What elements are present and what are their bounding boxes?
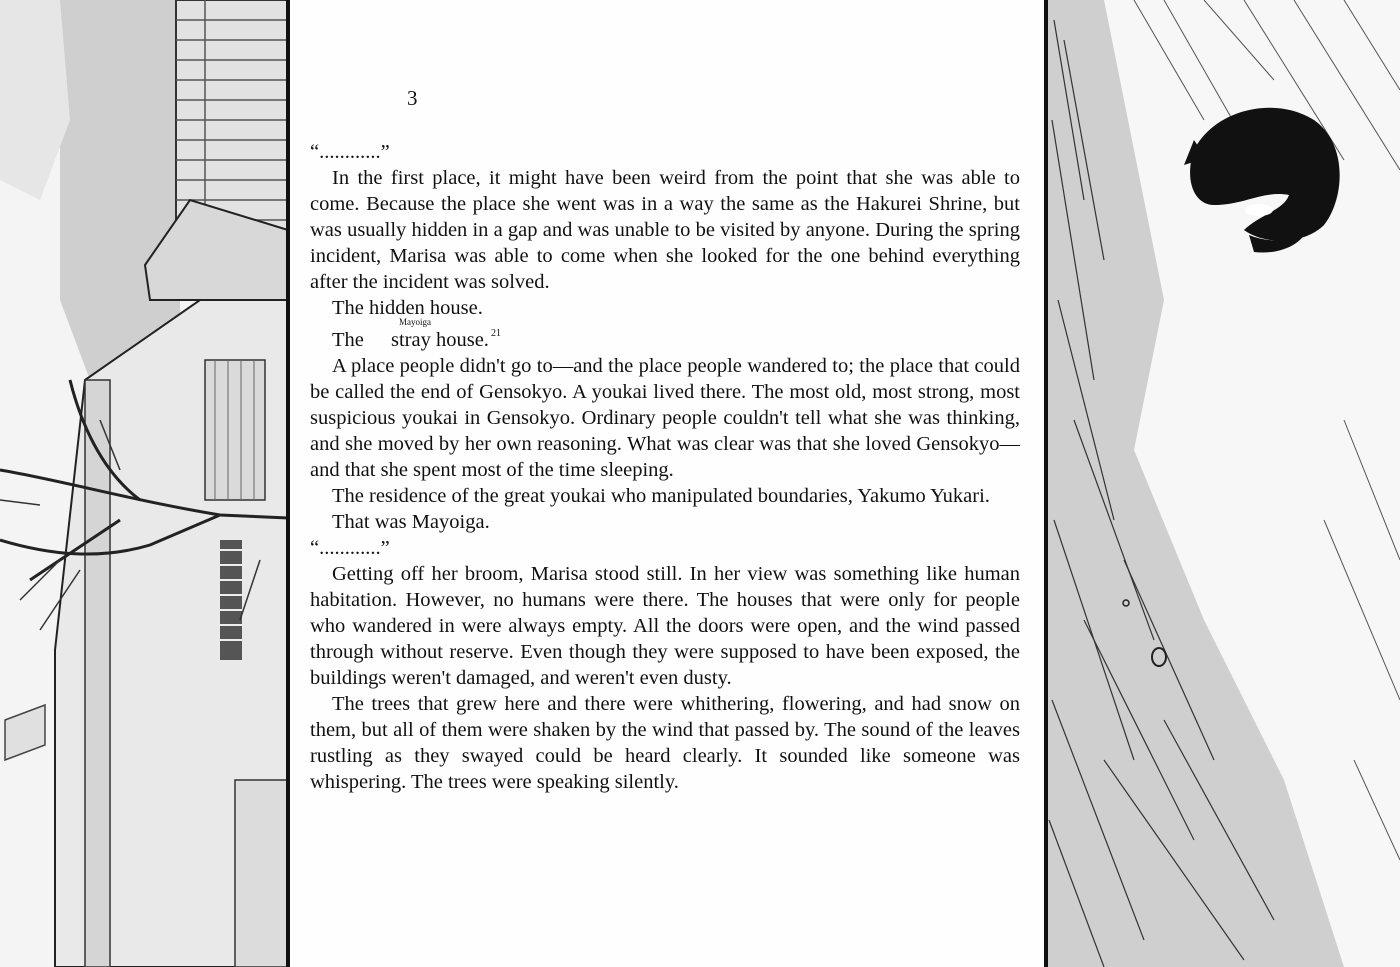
left-illustration — [0, 0, 290, 967]
paragraph-stray-house — [310, 317, 1020, 353]
ruby-annotated-word — [369, 317, 489, 353]
stray-prefix: The — [332, 329, 369, 351]
ruby-base: stray house. — [391, 329, 489, 351]
body-text — [310, 139, 1020, 795]
paragraph: A place people didn't go to—and the place people wandered to; the place that could be called the end of Gensokyo. A youkai lived there. The most old, most strong, most suspicious youkai in Gensokyo. Ordinary people couldn't tell what she was thinking, and she moved by her own reasoning. What was clear was that she loved Gensokyo—and that she spent most of the time sleeping. — [310, 355, 1020, 481]
footnote-reference: 21 — [490, 328, 501, 339]
novel-text-page — [290, 0, 1044, 967]
chapter-number: 3 — [407, 86, 418, 110]
paragraph: The hidden house. — [332, 297, 483, 319]
paragraph: Getting off her broom, Marisa stood still. In her view was something like human habitation. However, no humans were there. The houses that were only for people who wandered in were always empty. All the doors were open, and the wind passed through without reserve. Even though they were supposed to have been exposed, the buildings weren't damaged, and weren't even dusty. — [310, 563, 1020, 689]
paragraph: The residence of the great youkai who manipulated boundaries, Yakumo Yukari. — [332, 485, 990, 507]
paragraph: “............” — [310, 141, 390, 163]
right-illustration — [1044, 0, 1400, 967]
paragraph: The trees that grew here and there were whithering, flowering, and had snow on them, but all of them were shaken by the wind that passed by. The sound of the leaves rustling as they swayed could be heard clearly. It sounded like someone was whispering. The trees were speaking silently. — [310, 693, 1020, 793]
paragraph: That was Mayoiga. — [332, 511, 490, 533]
ruby-text: Mayoiga — [399, 317, 431, 327]
paragraph: In the first place, it might have been weird from the point that she was able to come. Because the place she went was in a way the same as the Hakurei Shrine, but was usually hidden in a gap and was unable to be visited by anyone. During the spring incident, Marisa was able to come when she looked for the one behind everything after the incident was solved. — [310, 167, 1020, 293]
black-cat-art — [1044, 0, 1400, 967]
village-houses-art — [0, 0, 290, 967]
paragraph: “............” — [310, 537, 390, 559]
